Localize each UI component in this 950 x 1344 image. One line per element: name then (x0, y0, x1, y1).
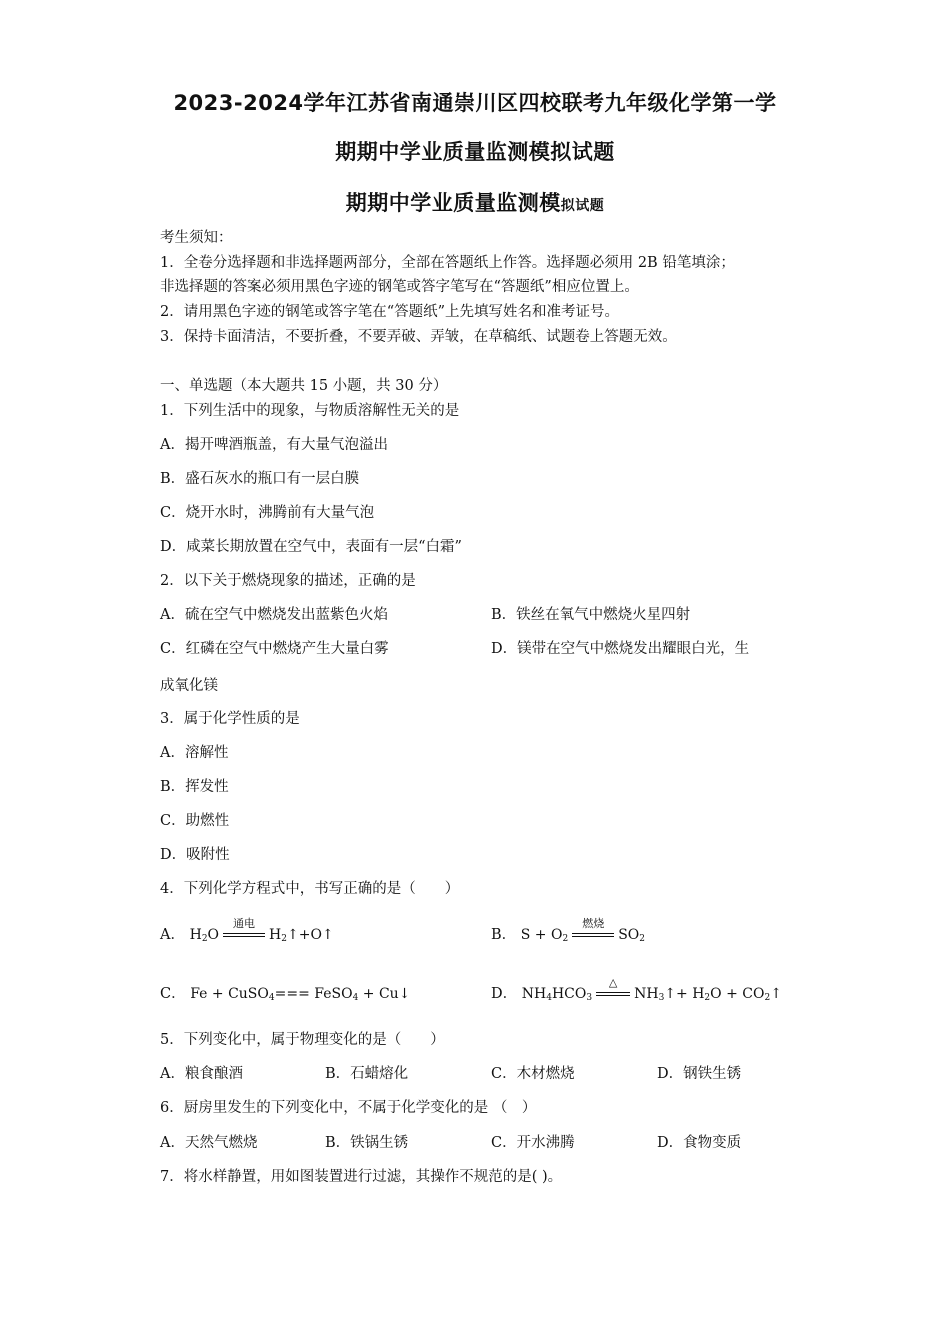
q4-d-label: D． (491, 986, 518, 1002)
q4-b-condition: 燃烧 (572, 928, 614, 942)
q4-c-label: C． (160, 986, 186, 1002)
q4-option-d (491, 976, 782, 1008)
q4-option-a (160, 917, 334, 949)
title-line-3 (0, 187, 950, 217)
q2-option-b: B．铁丝在氧气中燃烧火星四射 (491, 607, 691, 623)
q2-option-d-continued: 成氧化镁 (160, 678, 218, 694)
q1-option-d: D．咸菜长期放置在空气中，表面有一层“白霜” (160, 539, 462, 555)
q2-option-c: C．红磷在空气中燃烧产生大量白雾 (160, 641, 389, 657)
q5-option-c: C．木材燃烧 (491, 1066, 575, 1082)
q1-option-c: C．烧开水时，沸腾前有大量气泡 (160, 505, 375, 521)
notice-heading: 考生须知： (160, 230, 233, 246)
q3-option-d: D．吸附性 (160, 847, 230, 863)
title-line-3-small: 拟试题 (560, 198, 605, 214)
q2-stem: 2．以下关于燃烧现象的描述，正确的是 (160, 573, 416, 589)
q1-option-b: B．盛石灰水的瓶口有一层白膜 (160, 471, 360, 487)
q5-stem: 5．下列变化中，属于物理变化的是（ ） (160, 1032, 445, 1048)
q4-b-label: B． (491, 927, 517, 943)
q5-option-d: D．钢铁生锈 (657, 1066, 742, 1082)
q6-option-d: D．食物变质 (657, 1135, 742, 1151)
title-line-2: 期期中学业质量监测模拟试题 (335, 140, 615, 164)
q3-stem: 3．属于化学性质的是 (160, 711, 300, 727)
q6-option-c: C．开水沸腾 (491, 1135, 575, 1151)
q5-option-b: B．石蜡熔化 (325, 1066, 409, 1082)
section-heading: 一、单选题（本大题共 15 小题，共 30 分） (160, 378, 448, 394)
title-line-1: 2023-2024学年江苏省南通崇川区四校联考九年级化学第一学 (173, 91, 777, 115)
q4-d-condition: △ (596, 987, 630, 1001)
q3-option-a: A．溶解性 (160, 745, 229, 761)
notice-item-3: 3．保持卡面清洁，不要折叠，不要弄破、弄皱，在草稿纸、试题卷上答题无效。 (160, 329, 677, 345)
notice-item-2: 2．请用黑色字迹的钢笔或答字笔在“答题纸”上先填写姓名和准考证号。 (160, 304, 620, 320)
q4-stem: 4．下列化学方程式中，书写正确的是（ ） (160, 881, 460, 897)
q4-b-equation: $S + O_2$ 燃烧 $SO_2$ (520, 917, 646, 944)
q6-option-b: B．铁锅生锈 (325, 1135, 409, 1151)
q1-option-a: A．揭开啤酒瓶盖，有大量气泡溢出 (160, 437, 388, 453)
notice-item-1a: 1．全卷分选择题和非选择题两部分，全部在答题纸上作答。选择题必须用 2B 铅笔填涂； (160, 255, 735, 271)
notice-item-1b: 非选择题的答案必须用黑色字迹的钢笔或答字笔写在“答题纸”相应位置上。 (160, 279, 639, 295)
q4-a-condition: 通电 (223, 928, 265, 942)
q4-option-c (160, 984, 410, 1008)
q1-stem: 1．下列生活中的现象，与物质溶解性无关的是 (160, 403, 460, 419)
q4-a-equation: $H_2O$ 通电 $H_2↑+O↑$ (189, 917, 334, 944)
q4-d-equation: $NH_4HCO_3$ △ $NH_3↑+ H_2O$ + $CO_2↑$ (521, 976, 782, 1003)
q2-option-d: D．镁带在空气中燃烧发出耀眼白光，生 (491, 641, 750, 657)
q3-option-c: C．助燃性 (160, 813, 230, 829)
q6-stem: 6．厨房里发生的下列变化中，不属于化学变化的是 （ ） (160, 1100, 537, 1116)
q6-option-a: A．天然气燃烧 (160, 1135, 258, 1151)
q2-option-a: A．硫在空气中燃烧发出蓝紫色火焰 (160, 607, 388, 623)
q3-option-b: B．挥发性 (160, 779, 229, 795)
q5-option-a: A．粮食酿酒 (160, 1066, 243, 1082)
title-line-3-main: 期期中学业质量监测模 (345, 191, 561, 215)
q4-option-b (491, 917, 646, 949)
q4-c-equation: Fe + CuSO$_4$=== FeSO$_4$ + Cu↓ (190, 986, 411, 1003)
q7-stem: 7．将水样静置，用如图装置进行过滤，其操作不规范的是( )。 (160, 1169, 563, 1185)
q4-a-label: A． (160, 927, 185, 943)
